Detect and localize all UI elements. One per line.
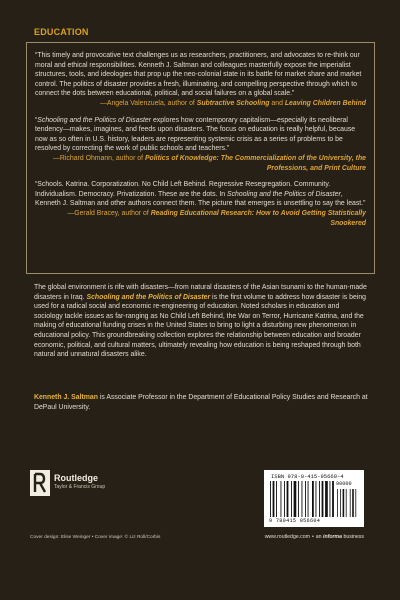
author-bio [34, 393, 368, 412]
barcode-bar [294, 481, 297, 517]
separator-bullet: • [311, 534, 314, 540]
addon-bar [355, 489, 356, 517]
barcode-bar [287, 481, 289, 517]
category-label: EDUCATION [34, 27, 89, 37]
addon-bar [346, 489, 347, 517]
barcode-bar [273, 481, 275, 517]
text-segment: “ [35, 116, 38, 124]
italic-title-text: Reading Educational Research: How to Avoid Getting Statistically Snookered [150, 209, 366, 227]
text-segment: “This timely and provocative text challenges us as researchers, practitioners, and advocates to re-think our moral and ethical responsibilities. Kenneth J. Saltman and colleagues masterfully expose the imperialist structures, tools, and ideologies that prop up the neo-colonial state in its battle for market share and market control. The politics of disaster provides a fresh, illuminating, and compelling perspective through which to connect the dots between educational, political, and social failures on a global scale.” [35, 52, 362, 98]
review-attribution [35, 209, 366, 228]
addon-bar [337, 489, 338, 517]
barcode-bar [284, 481, 285, 517]
barcode-bar [312, 481, 314, 517]
barcode-bar [319, 481, 320, 517]
website-url: www.routledge.com [264, 534, 310, 540]
review-attribution [35, 154, 366, 173]
barcode-bar [308, 481, 309, 517]
italic-title-text: Politics of Knowledge: The Commercialization of the University, the Professions, and Print Culture [144, 154, 366, 172]
text-segment: , Kenneth J. Saltman and other authors connect them. The picture that emerges is unsettling to say the least.” [35, 190, 366, 208]
price-addon: 90000 [336, 481, 352, 487]
text-segment: —Gerald Bracey, author of [67, 209, 151, 217]
cover-credits: Cover design: Elise Weinger • Cover image: © Liz Roll/Corbis [30, 535, 161, 540]
barcode-bar [305, 481, 306, 517]
italic-title-text: Schooling and the Politics of Disaster [86, 293, 211, 301]
barcode-bar [270, 481, 271, 517]
review-quote [35, 116, 366, 154]
author-bio-text: is Associate Professor in the Department of Educational Policy Studies and Research at DePaul University. [34, 394, 368, 411]
barcode-bar [325, 481, 328, 517]
publisher-website [265, 534, 364, 540]
review-quote [35, 51, 366, 99]
addon-bar [352, 489, 354, 517]
publisher-logo [30, 470, 120, 496]
barcode-bar [276, 481, 277, 517]
italic-title-text: Schooling and the Politics of Disaster [227, 190, 341, 198]
barcode-bar [281, 481, 282, 517]
barcode-bar [330, 481, 331, 517]
addon-bar [340, 489, 341, 517]
text-segment: —Angela Valenzuela, author of [99, 99, 197, 107]
text-segment: “Schools. Katrina. Corporatization. No Child Left Behind. Regressive Resegregation. Community. Individualism. Democracy. Privatization. These are the dots. In [35, 181, 331, 198]
italic-title-text: Subtractive Schooling [196, 99, 270, 107]
text-segment: is the first volume to address how disaster is being used for a radical social and economic re-engineering of education. Noted scholars in education and sociology tackle issues as far-ranging as No Child Left Behind, the War on Terror, Hurricane Katrina, and the making of educational funding crises in the United States to bring to light a disturbing new phenomenon in educational policy. This groundbreaking collection explores the relationship between education and broader economic, political, and cultural matters, ultimately revealing how education is being reshaped through both natural and unnatural disasters alike. [34, 293, 367, 359]
barcode-bar [322, 481, 324, 517]
isbn-label: ISBN 978-0-415-95660-4 [271, 473, 344, 480]
business-suffix: business [343, 534, 364, 540]
barcode-bar [316, 481, 317, 517]
review-attribution [35, 99, 366, 109]
informa-logo: informa [323, 534, 343, 540]
publisher-name: Routledge [54, 473, 98, 483]
addon-bar [343, 489, 345, 517]
reviews-box [26, 42, 375, 274]
italic-title-text: Leaving Children Behind [284, 99, 366, 107]
barcode-bar [298, 481, 299, 517]
publisher-group: Taylor & Francis Group [54, 484, 106, 490]
text-segment: explores how contemporary capitalism—especially its neoliberal tendency—makes, imagines, and feeds upon disasters. The focus on education is really helpful, because now as so often in U.S. history, leaders are representing systemic crisis as a series of problems to be resolved by correcting the work of public schools and teachers.” [35, 116, 356, 153]
ean-number: 9 780415 956604 [269, 518, 321, 524]
barcode-bar [302, 481, 303, 517]
text-segment: —Richard Ohmann, author of [53, 154, 145, 162]
book-description [34, 283, 368, 360]
author-name: Kenneth J. Saltman [34, 394, 98, 401]
barcode-bar [332, 481, 334, 517]
text-segment: and [269, 99, 285, 107]
barcode-bar [291, 481, 292, 517]
addon-bar [350, 489, 351, 517]
isbn-barcode [264, 470, 364, 527]
review-quote [35, 180, 366, 209]
text-segment: The global environment is rife with disasters—from natural disasters of the Asian tsunami to the human-made disasters in Iraq. [34, 284, 367, 301]
business-prefix: an [315, 534, 322, 540]
routledge-logo-icon [30, 470, 50, 496]
italic-title-text: Schooling and the Politics of Disaster [37, 116, 152, 124]
